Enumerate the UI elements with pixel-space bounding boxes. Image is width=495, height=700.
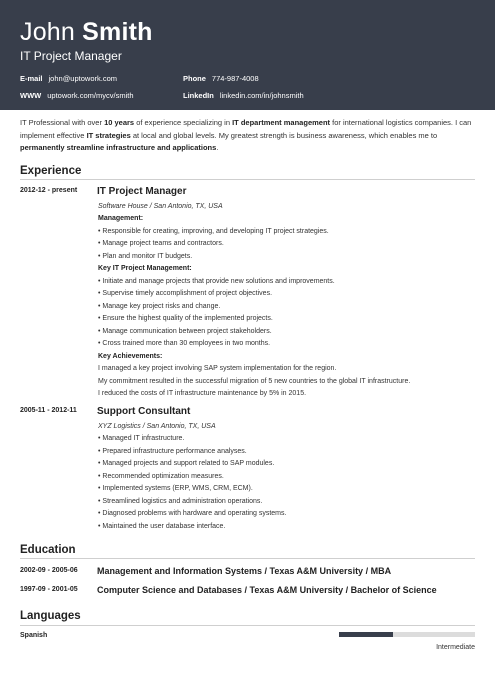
profile-summary (20, 117, 476, 155)
job-date: 2012-12 - present (20, 187, 78, 194)
job-bullet: • Managed projects and support related to SAP modules. (98, 460, 275, 467)
job-bullet: • Cross trained more than 30 employees in two months. (98, 340, 271, 347)
summary-text: IT Professional with over (20, 118, 105, 127)
job-company: Software House / San Antonio, TX, USA (98, 203, 223, 210)
job-subheading: Key Achievements: (98, 353, 163, 360)
linkedin-link[interactable]: linkedin.com/in/johnsmith (219, 91, 304, 100)
job-achievement: My commitment resulted in the successful migration of 5 new countries to the global IT infrastructure. (98, 378, 411, 385)
summary-text: of experience specializing in (134, 118, 233, 127)
job-bullet: • Manage project teams and contractors. (98, 240, 224, 247)
job-bullet: • Supervise timely accomplishment of project objectives. (98, 290, 273, 297)
summary-highlight: 10 years (104, 118, 135, 127)
summary-highlight: IT department management (232, 118, 331, 127)
email-link[interactable]: john@uptowork.com (48, 74, 117, 83)
contact-label: LinkedIn (183, 91, 214, 100)
contact-phone (183, 74, 259, 84)
education-heading: Education (20, 544, 76, 556)
experience-heading: Experience (20, 165, 82, 177)
job-bullet: • Manage communication between project stakeholders. (98, 328, 272, 335)
job-achievement: I reduced the costs of IT infrastructure maintenance by 5% in 2015. (98, 390, 307, 397)
contact-email (20, 74, 117, 84)
job-title: Support Consultant (97, 406, 191, 417)
job-title: IT Project Manager (20, 49, 122, 63)
summary-text: . (216, 143, 219, 152)
contact-label: E-mail (20, 74, 43, 83)
job-bullet: • Implemented systems (ERP, WMS, CRM, ECM). (98, 485, 253, 492)
summary-highlight: IT strategies (86, 130, 131, 140)
section-divider (20, 558, 475, 559)
job-bullet: • Recommended optimization measures. (98, 473, 224, 480)
section-divider (20, 625, 475, 626)
languages-heading: Languages (20, 610, 81, 622)
job-subheading: Key IT Project Management: (98, 265, 192, 272)
candidate-name (20, 17, 153, 47)
phone-value: 774-987-4008 (211, 74, 259, 83)
job-company: XYZ Logistics / San Antonio, TX, USA (98, 423, 216, 430)
language-level-fill (339, 632, 393, 637)
education-date: 2002-09 - 2005-06 (20, 567, 78, 574)
summary-highlight: permanently streamline infrastructure and applications (20, 143, 217, 152)
language-level-bar (339, 632, 475, 637)
job-bullet: • Diagnosed problems with hardware and operating systems. (98, 510, 287, 517)
job-bullet: • Ensure the highest quality of the implemented projects. (98, 315, 273, 322)
job-bullet: • Streamlined logistics and administration operations. (98, 498, 263, 505)
language-level-label: Intermediate (436, 644, 475, 651)
contact-label: Phone (183, 74, 206, 83)
education-date: 1997-09 - 2001-05 (20, 586, 78, 593)
job-bullet: • Initiate and manage projects that provide new solutions and improvements. (98, 278, 335, 285)
last-name: Smith (82, 18, 153, 46)
resume-header (0, 0, 495, 110)
website-link[interactable]: uptowork.com/mycv/smith (47, 91, 134, 100)
job-date: 2005-11 - 2012-11 (20, 407, 77, 414)
job-bullet: • Responsible for creating, improving, and developing IT project strategies. (98, 228, 329, 235)
job-achievement: I managed a key project involving SAP system implementation for the region. (98, 365, 337, 372)
job-bullet: • Managed IT infrastructure. (98, 435, 185, 442)
contact-linkedin (183, 91, 304, 101)
contact-website (20, 91, 134, 101)
job-bullet: • Prepared infrastructure performance analyses. (98, 448, 247, 455)
job-bullet: • Maintained the user database interface. (98, 523, 226, 530)
contact-label: WWW (20, 91, 42, 100)
education-entry: Computer Science and Databases / Texas A&M University / Bachelor of Science (97, 585, 437, 595)
job-subheading: Management: (98, 215, 144, 222)
job-bullet: • Manage key project risks and change. (98, 303, 221, 310)
language-name: Spanish (20, 632, 48, 639)
first-name: John (20, 18, 76, 46)
summary-text: at local and global levels. My greatest strength is business awareness, which enables me to (130, 130, 438, 140)
job-title: IT Project Manager (97, 186, 187, 197)
job-bullet: • Plan and monitor IT budgets. (98, 253, 193, 260)
education-entry: Management and Information Systems / Texas A&M University / MBA (97, 566, 392, 576)
section-divider (20, 179, 475, 180)
summary-text: for international logistics companies. I can implement effective (20, 118, 472, 140)
